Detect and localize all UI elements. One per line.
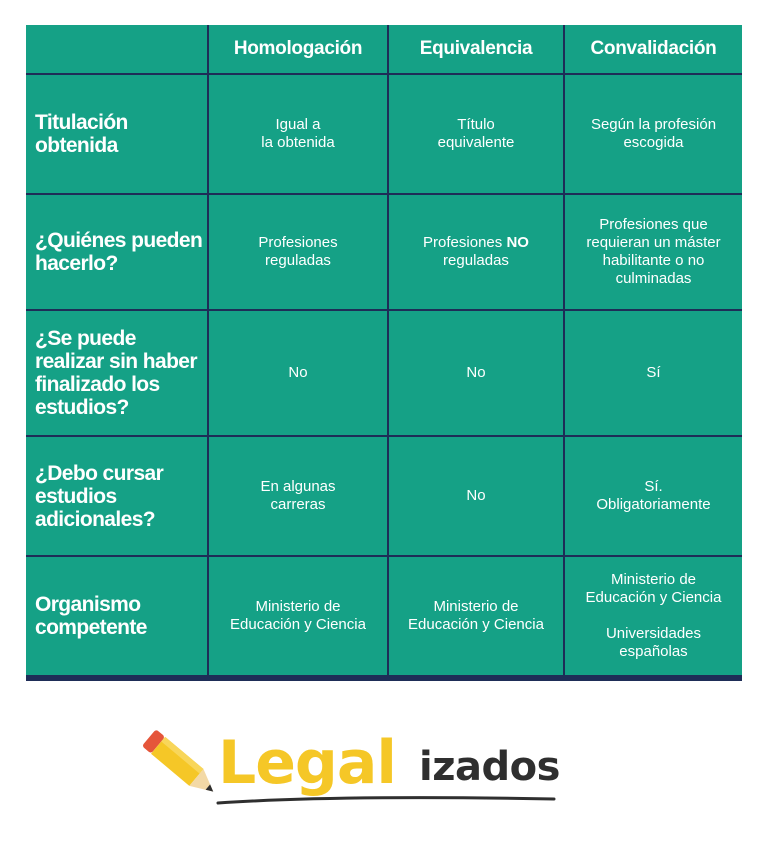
table-cell: Ministerio de Educación y Ciencia — [389, 557, 563, 675]
logo-text-izados: izados — [419, 744, 560, 790]
underline-stroke — [216, 793, 556, 807]
table-cell: Profesiones NO reguladas — [389, 195, 563, 309]
logo-text-legal: Legal — [218, 728, 396, 798]
table-cell: Ministerio de Educación y Ciencia Universidades españolas — [565, 557, 742, 675]
row-label-cursar: ¿Debo cursar estudios adicionales? — [26, 437, 207, 555]
table-cell: No — [389, 437, 563, 555]
legalizados-logo — [128, 715, 588, 810]
table-cell: En algunas carreras — [209, 437, 387, 555]
header-convalidacion: Convalidación — [565, 25, 742, 73]
table-cell: No — [209, 311, 387, 435]
header-equivalencia: Equivalencia — [389, 25, 563, 73]
row-label-organismo: Organismo competente — [26, 557, 207, 675]
table-cell: Profesiones reguladas — [209, 195, 387, 309]
header-homologacion: Homologación — [209, 25, 387, 73]
table-cell: Igual a la obtenida — [209, 75, 387, 193]
row-label-titulacion: Titulación obtenida — [26, 75, 207, 193]
pencil-icon — [128, 715, 228, 810]
header-empty — [26, 25, 207, 73]
table-cell: Profesiones que requieran un máster habilitante o no culminadas — [565, 195, 742, 309]
row-label-quienes: ¿Quiénes pueden hacerlo? — [26, 195, 207, 309]
comparison-table — [26, 25, 742, 681]
table-cell: Título equivalente — [389, 75, 563, 193]
table-cell: Ministerio de Educación y Ciencia — [209, 557, 387, 675]
table-cell: Según la profesión escogida — [565, 75, 742, 193]
table-cell: Sí — [565, 311, 742, 435]
table-cell: No — [389, 311, 563, 435]
row-label-sin-finalizar: ¿Se puede realizar sin haber finalizado los estudios? — [26, 311, 207, 435]
table-cell: Sí. Obligatoriamente — [565, 437, 742, 555]
